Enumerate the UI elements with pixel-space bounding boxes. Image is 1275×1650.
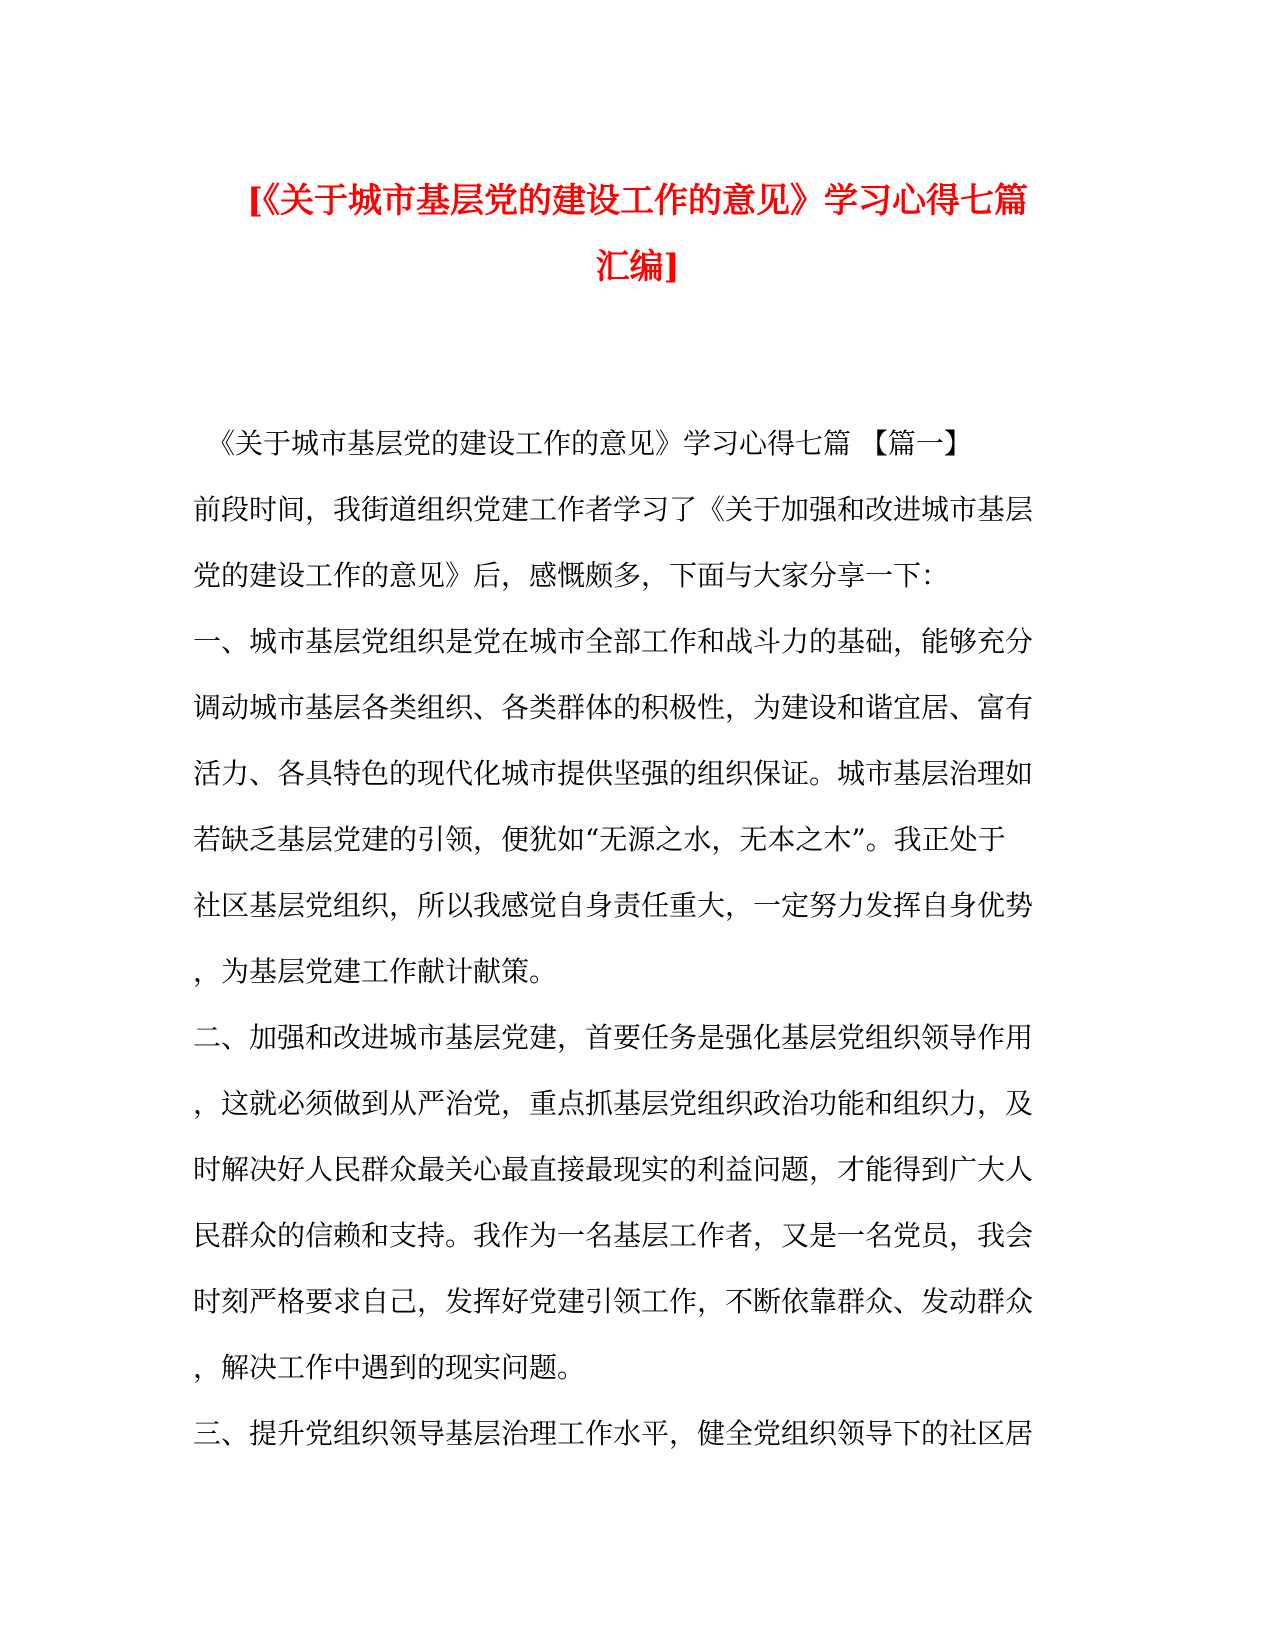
document-title	[150, 168, 1125, 300]
body-line: 时解决好人民群众最关心最直接最现实的利益问题，才能得到广大人	[193, 1153, 1034, 1186]
body-line: 一、城市基层党组织是党在城市全部工作和战斗力的基础，能够充分	[193, 625, 1034, 658]
body-line: 调动城市基层各类组织、各类群体的积极性，为建设和谐宜居、富有	[193, 691, 1034, 724]
body-line: 党的建设工作的意见》后，感慨颇多，下面与大家分享一下：	[193, 559, 950, 592]
body-line: 二、加强和改进城市基层党建，首要任务是强化基层党组织领导作用	[193, 1021, 1034, 1054]
body-line: 民群众的信赖和支持。我作为一名基层工作者，又是一名党员，我会	[193, 1219, 1034, 1252]
body-line: 时刻严格要求自己，发挥好党建引领工作，不断依靠群众、发动群众	[193, 1285, 1034, 1318]
body-line: ，解决工作中遇到的现实问题。	[193, 1351, 586, 1384]
body-line: 社区基层党组织，所以我感觉自身责任重大，一定努力发挥自身优势	[193, 889, 1034, 922]
document-body	[193, 411, 1053, 1467]
body-line: 前段时间，我街道组织党建工作者学习了《关于加强和改进城市基层	[193, 493, 1034, 526]
title-line-1: [《关于城市基层党的建设工作的意见》学习心得七篇	[246, 181, 1029, 221]
body-line: 三、提升党组织领导基层治理工作水平，健全党组织领导下的社区居	[193, 1417, 1034, 1450]
body-line: ，这就必须做到从严治党，重点抓基层党组织政治功能和组织力，及	[193, 1087, 1034, 1120]
body-line: 活力、各具特色的现代化城市提供坚强的组织保证。城市基层治理如	[193, 757, 1034, 790]
body-line: ，为基层党建工作献计献策。	[193, 955, 558, 988]
title-line-2: 汇编]	[595, 247, 680, 287]
body-line: 若缺乏基层党建的引领，便犹如“无源之水，无本之木”。我正处于	[193, 823, 1006, 856]
section-heading: 《关于城市基层党的建设工作的意见》学习心得七篇 【篇一】	[207, 427, 972, 460]
